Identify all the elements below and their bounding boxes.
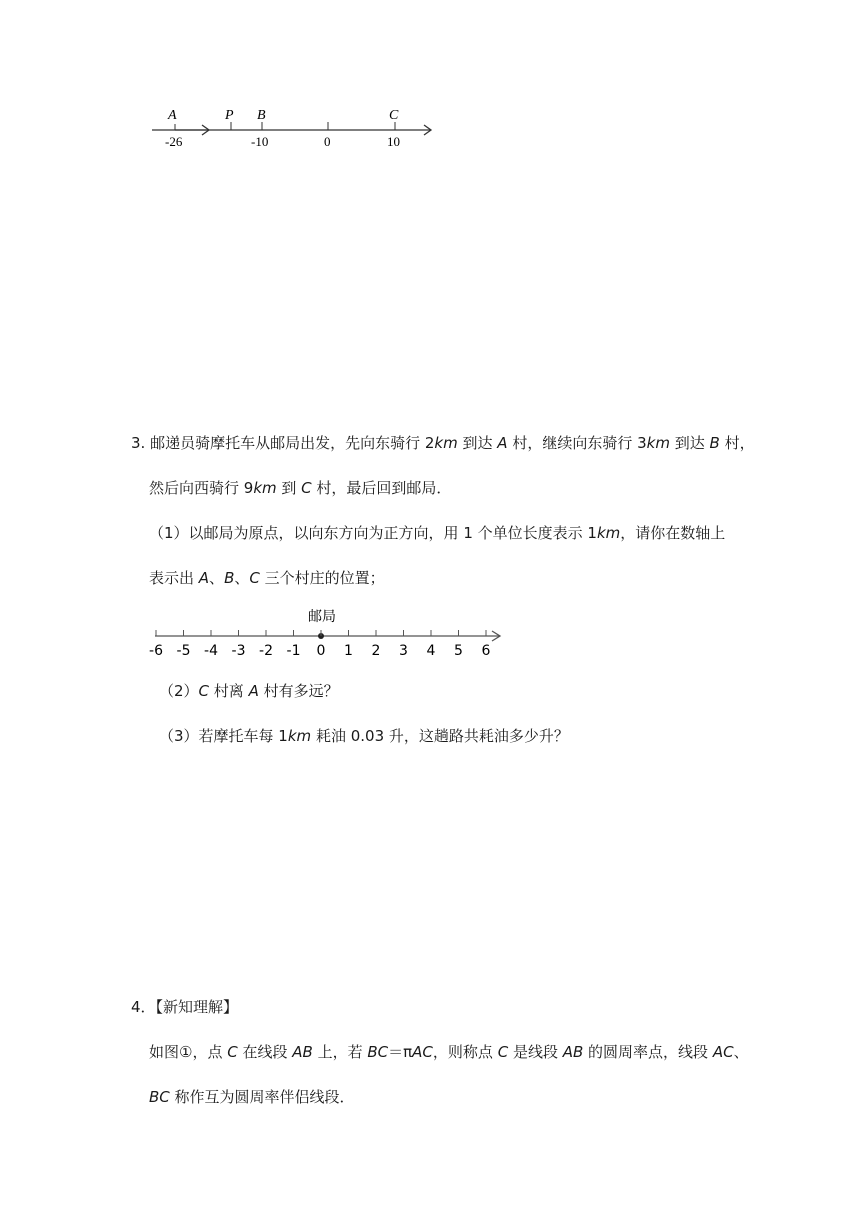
axis-tick-label: -5 xyxy=(176,643,191,659)
var-ab: AB xyxy=(562,1043,584,1061)
var-bc: BC xyxy=(149,1088,170,1106)
tick-label-0: 0 xyxy=(324,134,331,149)
var-c: C xyxy=(249,569,260,587)
text: ，则称点 xyxy=(432,1043,498,1061)
text: 到 xyxy=(276,479,302,497)
var-a: A xyxy=(198,569,210,587)
text: 在线段 xyxy=(237,1043,293,1061)
q3-sub2 xyxy=(159,681,339,701)
text: 表示出 xyxy=(149,569,199,587)
text: 、 xyxy=(209,569,225,587)
label-p: P xyxy=(225,108,234,123)
text: 如图①，点 xyxy=(149,1043,228,1061)
q3-sub3 xyxy=(159,726,569,746)
q4-line-2 xyxy=(149,1087,355,1107)
var-c: C xyxy=(497,1043,509,1061)
text: （2） xyxy=(159,682,199,700)
q3-sub1-line-1 xyxy=(149,523,725,543)
text: 、 xyxy=(234,569,250,587)
number-line-post-office xyxy=(140,603,540,663)
text: 到达 xyxy=(457,434,498,452)
axis-tick-label: -1 xyxy=(286,643,301,659)
text: 耗油 0.03 升，这趟路共耗油多少升？ xyxy=(311,727,569,745)
unit-km: km xyxy=(287,727,312,745)
var-c: C xyxy=(198,682,210,700)
axis-tick-label: 0 xyxy=(316,643,326,659)
unit-km: km xyxy=(434,434,458,452)
var-a: A xyxy=(497,434,508,452)
text: 是线段 xyxy=(508,1043,563,1061)
var-b: B xyxy=(709,434,720,452)
q4-heading xyxy=(131,997,238,1017)
text: ，请你在数轴上 xyxy=(620,524,726,542)
axis-tick-label: 5 xyxy=(454,643,463,659)
axis-tick-label: -2 xyxy=(259,643,273,659)
text: 邮递员骑摩托车从邮局出发，先向东骑行 2 xyxy=(150,434,435,452)
text: 、 xyxy=(733,1043,749,1061)
tick-label-neg10: -10 xyxy=(251,134,269,149)
unit-km: km xyxy=(646,434,670,452)
q4-line-1 xyxy=(149,1042,749,1062)
label-a: A xyxy=(168,108,177,123)
unit-km: km xyxy=(596,524,621,542)
var-c: C xyxy=(227,1043,238,1061)
text: 村， xyxy=(719,434,755,452)
var-b: B xyxy=(224,569,235,587)
text: ＝π xyxy=(388,1043,413,1061)
axis-tick-label: -6 xyxy=(149,643,163,659)
label-b: B xyxy=(257,108,266,123)
var-a: A xyxy=(248,682,259,700)
tick-label-neg26: -26 xyxy=(165,134,183,149)
var-ac: AC xyxy=(412,1043,433,1061)
unit-km: km xyxy=(253,479,277,497)
text: 的圆周率点，线段 xyxy=(583,1043,713,1061)
text: 然后向西骑行 9 xyxy=(149,479,254,497)
tick-label-10: 10 xyxy=(387,134,400,149)
axis-tick-label: 6 xyxy=(481,643,491,659)
text: 村有多远？ xyxy=(258,682,339,700)
text: 村，最后回到邮局． xyxy=(311,479,452,497)
axis-tick-label: 1 xyxy=(344,643,353,659)
text: 上，若 xyxy=(312,1043,368,1061)
number-line-figure-1 xyxy=(0,0,860,160)
text: （3）若摩托车每 1 xyxy=(159,727,288,745)
axis-tick-label: -4 xyxy=(204,643,218,659)
var-c: C xyxy=(301,479,312,497)
text: 称作互为圆周率伴侣线段． xyxy=(169,1088,355,1106)
axis-tick-label: 4 xyxy=(426,643,436,659)
q4-title: 【新知理解】 xyxy=(155,998,239,1016)
q3-sub1-line-2 xyxy=(149,568,385,588)
text: 到达 xyxy=(669,434,710,452)
var-bc: BC xyxy=(367,1043,389,1061)
text: 村，继续向东骑行 3 xyxy=(507,434,647,452)
var-ac: AC xyxy=(712,1043,734,1061)
var-ab: AB xyxy=(292,1043,313,1061)
text: （1）以邮局为原点，以向东方向为正方向，用 1 个单位长度表示 1 xyxy=(149,524,597,542)
text: 村离 xyxy=(209,682,249,700)
axis-tick-label: 2 xyxy=(371,643,381,659)
origin-label: 邮局 xyxy=(308,609,336,625)
text: 三个村庄的位置； xyxy=(259,569,385,587)
q3-line-2 xyxy=(149,478,451,498)
axis-tick-label: -3 xyxy=(231,643,246,659)
label-c: C xyxy=(389,108,399,123)
q3-number: 3. xyxy=(131,434,146,452)
q4-number: 4． xyxy=(131,998,156,1016)
axis-tick-label: 3 xyxy=(399,643,408,659)
q3-line-1 xyxy=(131,433,755,453)
